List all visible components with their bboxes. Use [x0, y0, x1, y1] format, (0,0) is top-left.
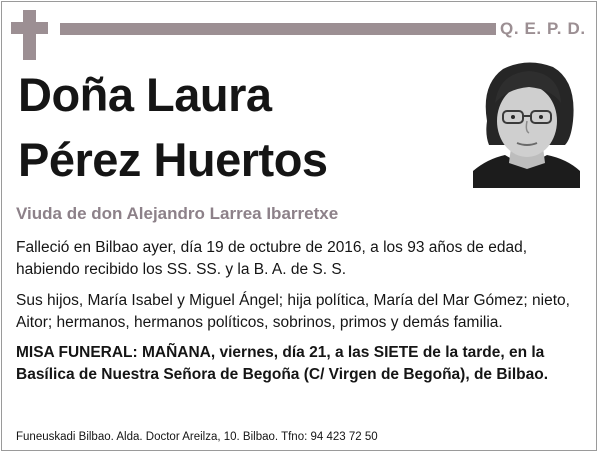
qepd-label: Q. E. P. D.: [500, 19, 586, 38]
widow-of-line: Viuda de don Alejandro Larrea Ibarretxe: [16, 204, 339, 223]
funeral-home-footer: Funeuskadi Bilbao. Alda. Doctor Areilza, 10. Bilbao. Tfno: 94 423 72 50: [16, 431, 378, 443]
deceased-name-line2: Pérez Huertos: [18, 133, 328, 186]
death-notice-paragraph: Falleció en Bilbao ayer, día 19 de octubre de 2016, a los 93 años de edad, habiendo recibido los SS. SS. y la B. A. de S. S.: [16, 239, 528, 278]
cross-icon: [23, 10, 36, 60]
funeral-mass-paragraph: MISA FUNERAL: MAÑANA, viernes, día 21, a las SIETE de la tarde, en la Basílica de Nuestra Señora de Begoña (C/ Virgen de Begoña), de Bilbao.: [16, 344, 549, 383]
cross-icon-bar: [11, 22, 48, 34]
family-paragraph: Sus hijos, María Isabel y Miguel Ángel; hija política, María del Mar Gómez; nieto, Aitor; hermanos, hermanos políticos, sobrinos, primos y demás familia.: [16, 292, 570, 331]
deceased-photo: [473, 59, 580, 188]
header-rule: [60, 23, 496, 35]
deceased-name-line1: Doña Laura: [18, 68, 272, 121]
